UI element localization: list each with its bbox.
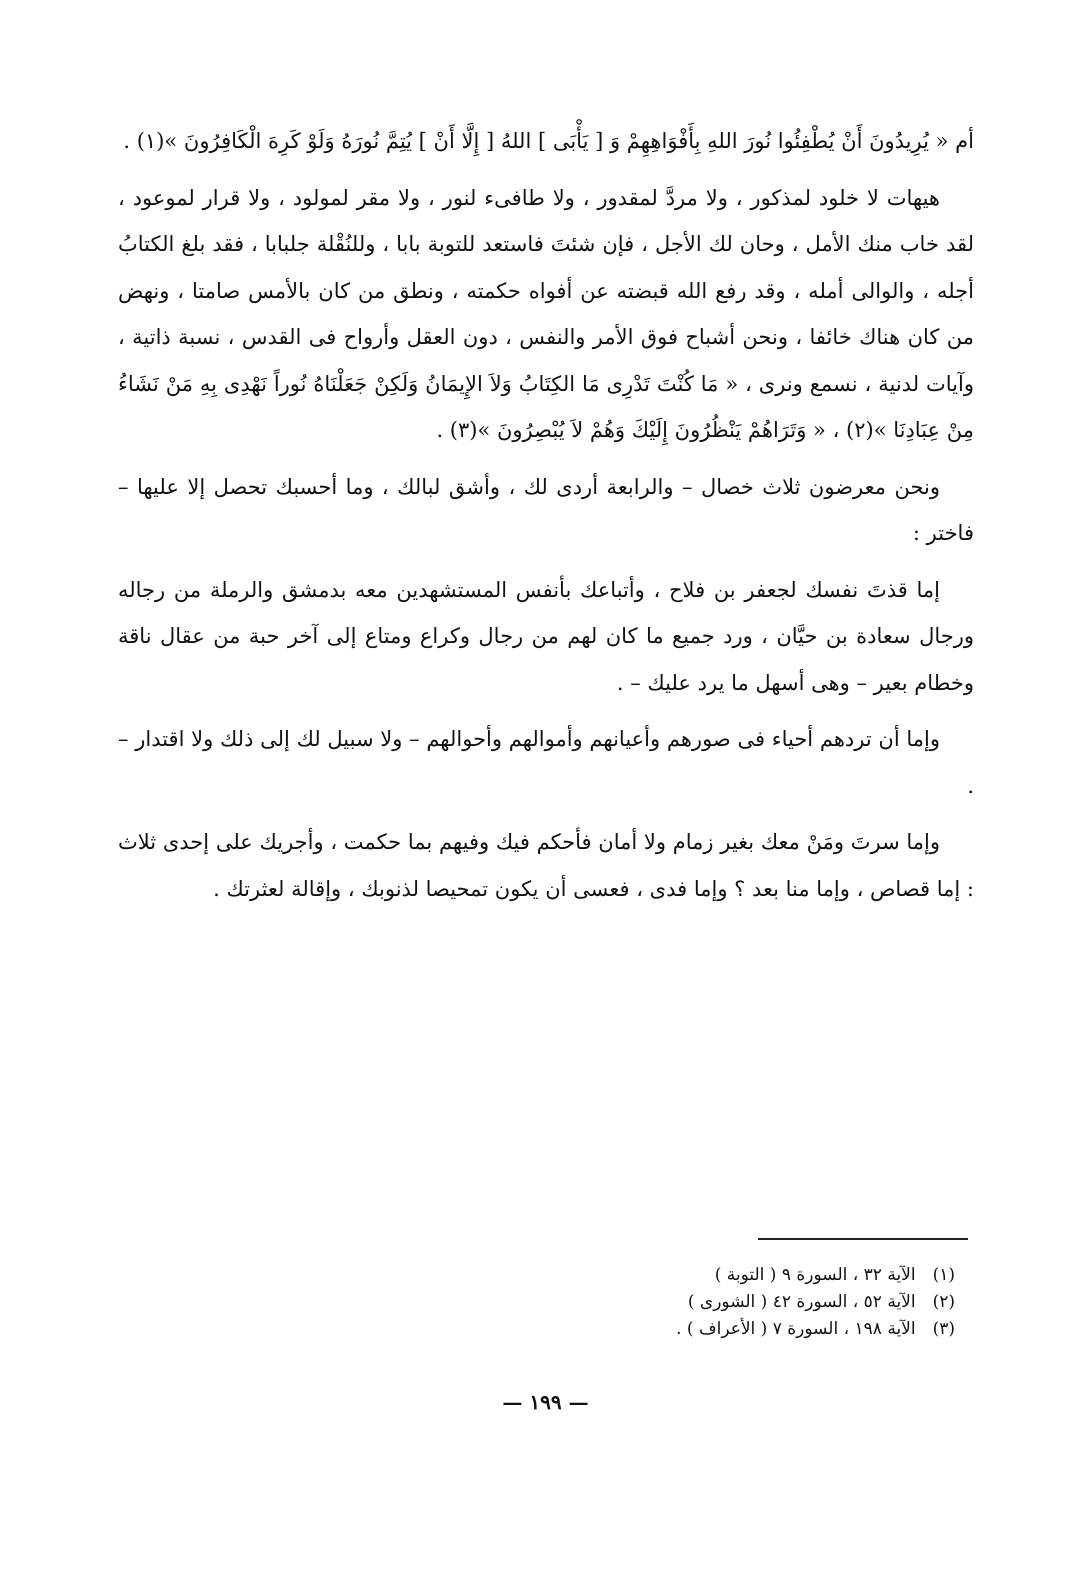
- footnote-number: (١): [932, 1265, 955, 1285]
- paragraph-main: هيهات لا خلود لمذكور ، ولا مردَّ لمقدور ، ولا طافىء لنور ، ولا مقر لمولود ، ولا قرار لموعود ، لقد خاب منك الأمل ، وحان لك الأجل ، فإن شئتَ فاستعد للتوبة بابا ، وللنُقْلة جلبابا ، فقد بلغ الكتابُ أجله ، والوالى أمله ، وقد رفع الله قبضته عن أفواه حكمته ، ونطق من كان بالأمس صامتا ، ونهض من كان هناك خائفا ، ونحن أشباح فوق الأمر والنفس ، دون العقل وأرواح فى القدس ، نسبة ذاتية ، وآيات لدنية ، نسمع ونرى ، « مَا كُنْتَ تَدْرِى مَا الكِتَابُ وَلاَ الإِيمَانُ وَلَكِنْ جَعَلْنَاهُ نُوراً نَهْدِى بِهِ مَنْ نَشَاءُ مِنْ عِبَادِنَا »(٢) ، « وَتَرَاهُمْ يَنْظُرُونَ إِلَيْكَ وَهُمْ لاَ يُبْصِرُونَ »(٣) .: [118, 185, 974, 442]
- footnote-number: (٢): [932, 1292, 955, 1312]
- paragraph-option-three: وإما سرتَ ومَنْ معك بغير زمام ولا أمان فأحكم فيك وفيهم بما حكمت ، وأجريك على إحدى ثلاث : إما قصاص ، وإما منا بعد ؟ وإما فدى ، فعسى أن يكون تمحيصا لذنوبك ، وإقالة لعثرتك .: [118, 830, 974, 901]
- paragraph-option-two: وإما أن تردهم أحياء فى صورهم وأعيانهم وأموالهم وأحوالهم – ولا سبيل لك إلى ذلك ولا اقتدار – .: [118, 727, 974, 798]
- paragraph-quran-verse: أم « يُرِيدُونَ أَنْ يُطْفِئُوا نُورَ اللهِ بِأَفْوَاهِهِمْ وَ [ يَأْبَى ] اللهُ [ إِلَّا أَنْ ] يُتِمَّ نُورَهُ وَلَوْ كَرِهَ الْكَافِرُونَ »(١) .: [123, 129, 974, 153]
- footnote-text: الآية ٣٢ ، السورة ٩ ( التوبة ): [714, 1265, 916, 1285]
- footnote-text: الآية ١٩٨ ، السورة ٧ ( الأعراف ) .: [676, 1319, 916, 1339]
- footnote-divider: [758, 1238, 968, 1240]
- footnote-text: الآية ٥٢ ، السورة ٤٢ ( الشورى ): [687, 1292, 916, 1312]
- page-number: — ١٩٩ —: [502, 1390, 589, 1414]
- footnote-item: [435, 1289, 955, 1316]
- page-body: [118, 118, 974, 922]
- footnote-number: (٣): [932, 1319, 955, 1339]
- footnote-item: [435, 1262, 955, 1289]
- footnote-item: [435, 1316, 955, 1343]
- footnotes: [435, 1262, 955, 1343]
- paragraph-option-one: إما قذتَ نفسك لجعفر بن فلاح ، وأتباعك بأنفس المستشهدين معه بدمشق والرملة من رجاله ورجال سعادة بن حيَّان ، ورد جميع ما كان لهم من رجال وكراع ومتاع إلى آخر حبة من عقال ناقة وخطام بعير – وهى أسهل ما يرد عليك – .: [118, 577, 974, 695]
- paragraph-three-options: ونحن معرضون ثلاث خصال – والرابعة أردى لك ، وأشق لبالك ، وما أحسبك تحصل إلا عليها – فاختر :: [118, 474, 974, 545]
